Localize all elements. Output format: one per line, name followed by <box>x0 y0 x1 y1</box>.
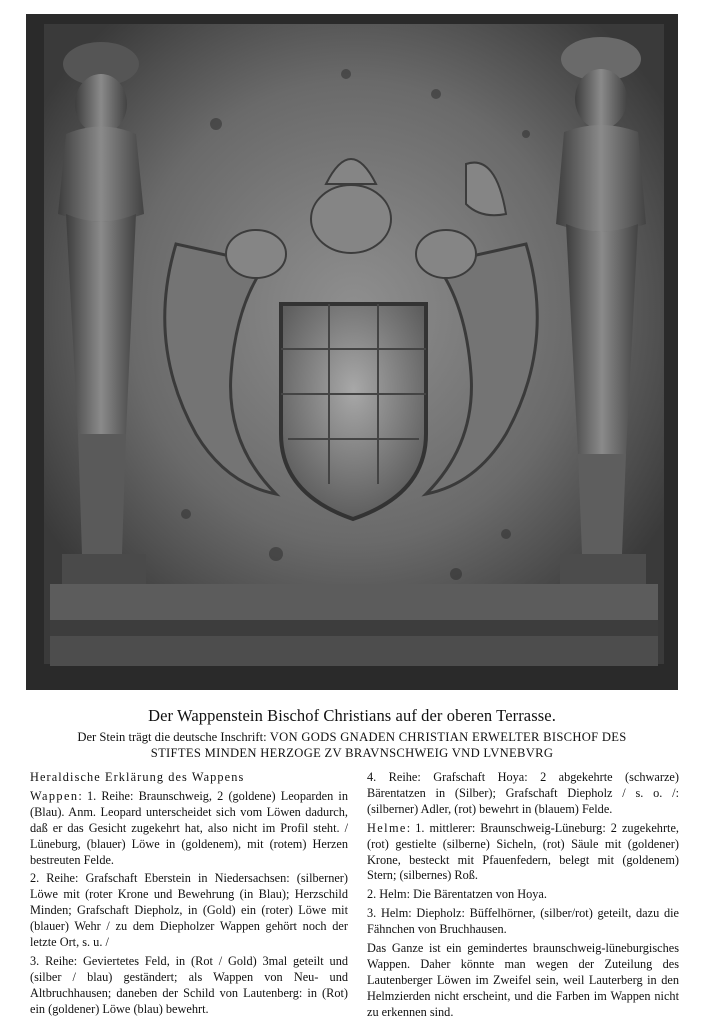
paragraph-helme <box>367 821 679 885</box>
paragraph-helme-text: : 1. mittlerer: Braunschweig-Lüneburg: 2 zugekehrte, (rot) gestielte (silberne) Sicheln, (rot) Säule mit (goldener) Krone, besteckt mit Pfauenfedern, belegt mit (goldenem) Stern; (silbernes) Roß. <box>367 820 679 883</box>
inscription-intro: Der Stein trägt die deutsche Inschrift: <box>77 730 270 744</box>
heraldic-heading: Heraldische Erklärung des Wappens <box>30 770 245 784</box>
paragraph-wappen-text: : 1. Reihe: Braunschweig, 2 (goldene) Leoparden in (Blau). Anm. Leopard unterscheidet sich vom Löwen dadurch, daß er das Gesicht zugekehrt hat, also nicht im Profil steht. / Lüneburg, (blauer) Löwe in (goldenem), mit (rotem) Herzen bestreuten Felde. <box>30 788 348 867</box>
inscription-text-2: STIFTES MINDEN HERZOGE ZV BRAVNSCHWEIG VND LVNEBVRG <box>150 746 554 760</box>
paragraph-summary: Das Ganze ist ein gemindertes braunschweig-lüneburgisches Wappen. Daher könnte man wegen der Zuteilung des Lautenberger Löwen im Zweifel sein, weil Lauterberg in den Helmzierden nicht erscheint, und die Farben im Wappen nicht zu erkennen sind. <box>367 941 679 1019</box>
paragraph-row-4: 4. Reihe: Grafschaft Hoya: 2 abgekehrte (schwarze) Bärentatzen in (Silber); Grafschaft Diepholz / s. o. /: (silberner) Adler, (rot) bewehrt in (blauem) Felde. <box>367 770 679 816</box>
paragraph-wappen <box>30 789 348 869</box>
paragraph-helm-3: 3. Helm: Diepholz: Büffelhörner, (silber/rot) geteilt, dazu die Fähnchen von Bruchhausen. <box>367 906 679 937</box>
paragraph-row-3: 3. Reihe: Geviertetes Feld, in (Rot / Gold) 3mal geteilt und (silber / blau) geständert; als Wappen von Neu- und Altbruchhausen; daneben der Schild von Lautenberg: in (Rot) ein (goldener) Löwe (blau) bewehrt. <box>30 953 348 1016</box>
inscription-line-1 <box>24 729 680 745</box>
photo-caption: Der Wappenstein Bischof Christians auf der oberen Terrasse. <box>148 706 556 725</box>
paragraph-helm-2: 2. Helm: Die Bärentatzen von Hoya. <box>367 887 547 902</box>
relief-stone-image <box>26 14 678 690</box>
relief-photo <box>26 14 678 690</box>
inscription-text-1: VON GODS GNADEN CHRISTIAN ERWELTER BISCHOF DES <box>269 730 627 744</box>
inscription-note <box>24 729 680 761</box>
right-text-column <box>367 770 679 1024</box>
coat-of-arms-shield <box>281 304 426 519</box>
keyword-wappen: Wappen <box>30 788 79 803</box>
left-text-column <box>30 770 348 1021</box>
paragraph-row-2: 2. Reihe: Grafschaft Eberstein in Niedersachsen: (silberner) Löwe mit (roter Krone und Bewehrung (in Blau); Herzschild Minden; Grafschaft Diepholz, in (Gold) ein (roter) Löwe mit (blauer) Wehr / zu dem Diepholzer Wappen gehört noch der letzte Ort, s. u. / <box>30 871 348 950</box>
keyword-helme: Helme <box>367 820 407 835</box>
